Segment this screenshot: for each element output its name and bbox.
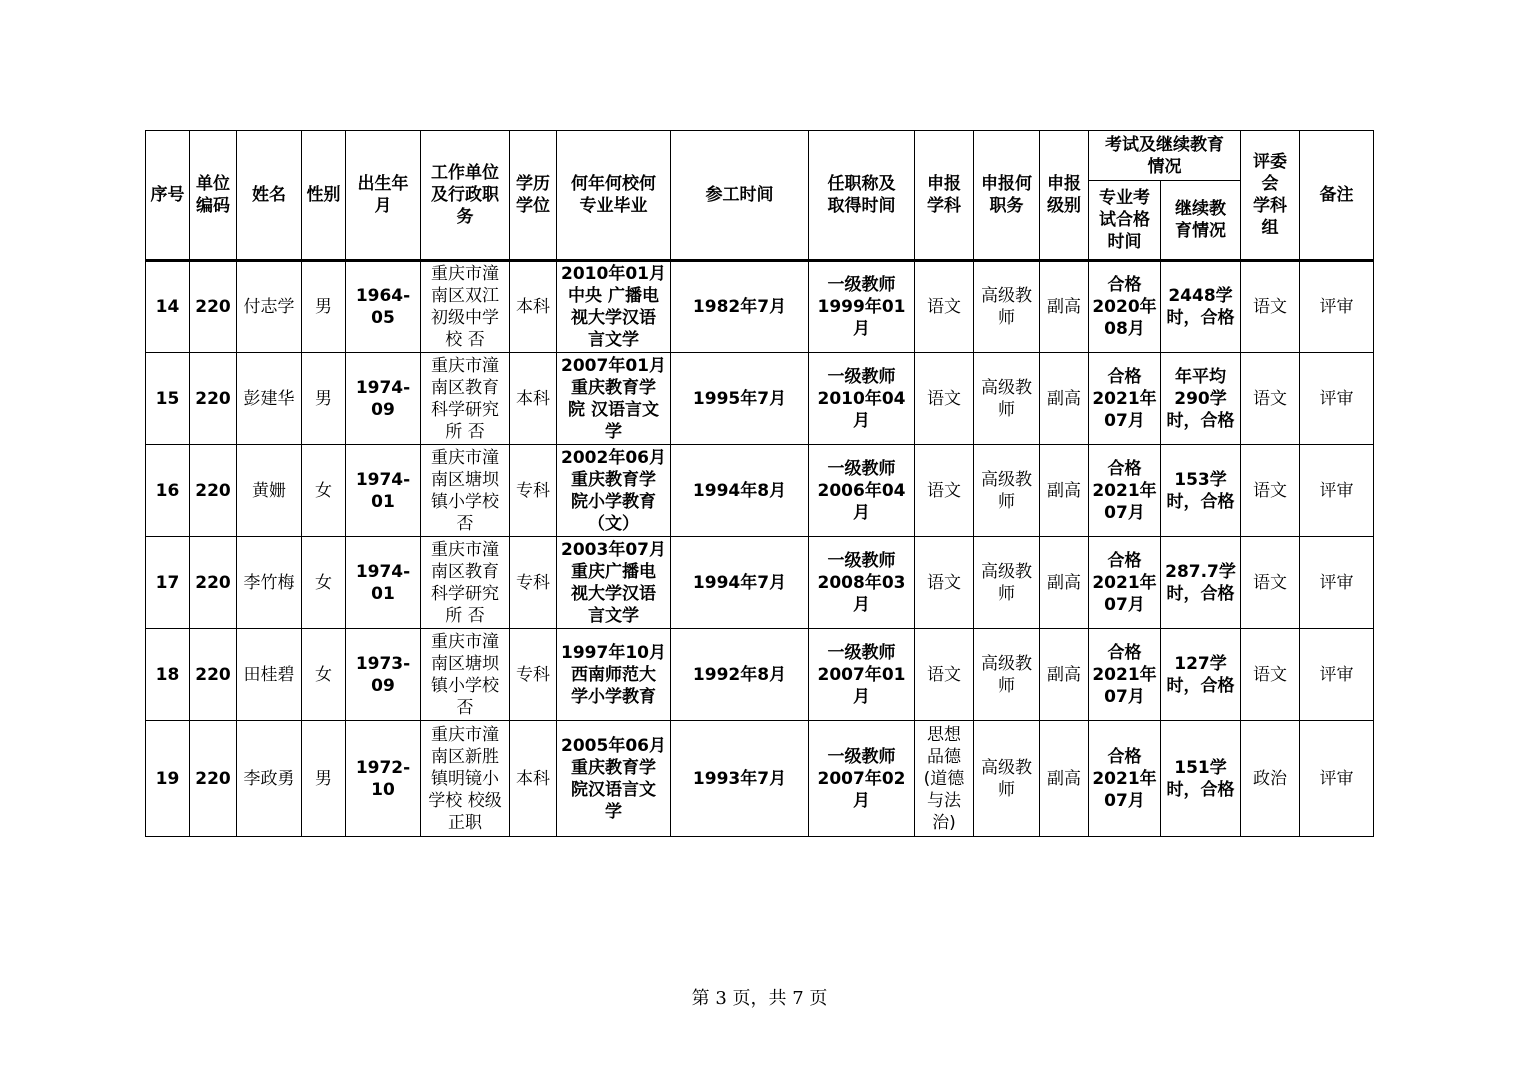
cell-exam-pass: 合格 2021年 07月 bbox=[1089, 537, 1161, 629]
cell-gender: 男 bbox=[302, 721, 346, 837]
header-remarks: 备注 bbox=[1300, 131, 1374, 261]
cell-exam-pass: 合格 2021年 07月 bbox=[1089, 445, 1161, 537]
cell-work-unit: 重庆市潼 南区教育 科学研究 所 否 bbox=[421, 353, 510, 445]
cell-education: 本科 bbox=[510, 353, 557, 445]
cell-birth: 1973- 09 bbox=[346, 629, 421, 721]
cell-level: 副高 bbox=[1040, 537, 1089, 629]
header-gender: 性别 bbox=[302, 131, 346, 261]
cell-seq: 18 bbox=[146, 629, 190, 721]
header-title-time: 任职称及 取得时间 bbox=[809, 131, 915, 261]
cell-work-start: 1993年7月 bbox=[671, 721, 809, 837]
cell-remarks: 评审 bbox=[1300, 537, 1374, 629]
cell-exam-pass: 合格 2020年 08月 bbox=[1089, 261, 1161, 353]
cell-work-start: 1995年7月 bbox=[671, 353, 809, 445]
cell-committee: 语文 bbox=[1241, 629, 1300, 721]
cell-continuing: 127学 时，合格 bbox=[1161, 629, 1241, 721]
header-work-unit: 工作单位 及行政职 务 bbox=[421, 131, 510, 261]
cell-title-time: 一级教师 2007年02 月 bbox=[809, 721, 915, 837]
cell-committee: 语文 bbox=[1241, 445, 1300, 537]
cell-subject: 语文 bbox=[915, 261, 974, 353]
cell-work-start: 1992年8月 bbox=[671, 629, 809, 721]
cell-remarks: 评审 bbox=[1300, 261, 1374, 353]
cell-name: 李竹梅 bbox=[237, 537, 302, 629]
table-body bbox=[146, 261, 1374, 837]
cell-continuing: 151学 时，合格 bbox=[1161, 721, 1241, 837]
cell-remarks: 评审 bbox=[1300, 353, 1374, 445]
cell-birth: 1974- 01 bbox=[346, 537, 421, 629]
header-exam-pass: 专业考 试合格 时间 bbox=[1089, 181, 1161, 261]
cell-birth: 1972- 10 bbox=[346, 721, 421, 837]
cell-seq: 14 bbox=[146, 261, 190, 353]
header-seq: 序号 bbox=[146, 131, 190, 261]
cell-subject: 语文 bbox=[915, 537, 974, 629]
cell-birth: 1974- 09 bbox=[346, 353, 421, 445]
cell-work-start: 1994年8月 bbox=[671, 445, 809, 537]
cell-position: 高级教 师 bbox=[974, 629, 1040, 721]
cell-position: 高级教 师 bbox=[974, 445, 1040, 537]
cell-education: 专科 bbox=[510, 537, 557, 629]
header-continuing: 继续教 育情况 bbox=[1161, 181, 1241, 261]
cell-education: 本科 bbox=[510, 261, 557, 353]
header-work-start: 参工时间 bbox=[671, 131, 809, 261]
cell-name: 付志学 bbox=[237, 261, 302, 353]
cell-gender: 女 bbox=[302, 445, 346, 537]
cell-remarks: 评审 bbox=[1300, 445, 1374, 537]
cell-seq: 16 bbox=[146, 445, 190, 537]
cell-title-time: 一级教师 2006年04 月 bbox=[809, 445, 915, 537]
table-row bbox=[146, 261, 1374, 353]
header-committee: 评委 会 学科 组 bbox=[1241, 131, 1300, 261]
header-graduation: 何年何校何 专业毕业 bbox=[557, 131, 671, 261]
cell-graduation: 2005年06月 重庆教育学 院汉语言文 学 bbox=[557, 721, 671, 837]
cell-education: 专科 bbox=[510, 629, 557, 721]
cell-level: 副高 bbox=[1040, 445, 1089, 537]
cell-subject: 语文 bbox=[915, 445, 974, 537]
cell-gender: 男 bbox=[302, 353, 346, 445]
cell-birth: 1964- 05 bbox=[346, 261, 421, 353]
header-exam-group: 考试及继续教育 情况 bbox=[1089, 131, 1241, 181]
header-education: 学历 学位 bbox=[510, 131, 557, 261]
page-number: 第 3 页，共 7 页 bbox=[691, 988, 828, 1009]
cell-graduation: 1997年10月 西南师范大 学小学教育 bbox=[557, 629, 671, 721]
cell-remarks: 评审 bbox=[1300, 721, 1374, 837]
cell-gender: 女 bbox=[302, 629, 346, 721]
cell-work-start: 1982年7月 bbox=[671, 261, 809, 353]
table-row bbox=[146, 629, 1374, 721]
cell-title-time: 一级教师 2008年03 月 bbox=[809, 537, 915, 629]
cell-unit-code: 220 bbox=[190, 629, 237, 721]
cell-seq: 15 bbox=[146, 353, 190, 445]
cell-seq: 17 bbox=[146, 537, 190, 629]
cell-remarks: 评审 bbox=[1300, 629, 1374, 721]
cell-exam-pass: 合格 2021年 07月 bbox=[1089, 353, 1161, 445]
cell-name: 田桂碧 bbox=[237, 629, 302, 721]
cell-graduation: 2003年07月 重庆广播电 视大学汉语 言文学 bbox=[557, 537, 671, 629]
cell-subject: 思想 品德 (道德 与法 治) bbox=[915, 721, 974, 837]
cell-name: 彭建华 bbox=[237, 353, 302, 445]
cell-seq: 19 bbox=[146, 721, 190, 837]
cell-work-unit: 重庆市潼 南区新胜 镇明镜小 学校 校级 正职 bbox=[421, 721, 510, 837]
cell-work-start: 1994年7月 bbox=[671, 537, 809, 629]
cell-gender: 女 bbox=[302, 537, 346, 629]
cell-level: 副高 bbox=[1040, 629, 1089, 721]
cell-continuing: 2448学 时，合格 bbox=[1161, 261, 1241, 353]
table-row bbox=[146, 353, 1374, 445]
cell-unit-code: 220 bbox=[190, 537, 237, 629]
table-header bbox=[146, 131, 1374, 261]
header-position: 申报何 职务 bbox=[974, 131, 1040, 261]
cell-education: 本科 bbox=[510, 721, 557, 837]
cell-education: 专科 bbox=[510, 445, 557, 537]
cell-graduation: 2010年01月 中央 广播电 视大学汉语 言文学 bbox=[557, 261, 671, 353]
cell-exam-pass: 合格 2021年 07月 bbox=[1089, 721, 1161, 837]
cell-subject: 语文 bbox=[915, 629, 974, 721]
cell-work-unit: 重庆市潼 南区塘坝 镇小学校 否 bbox=[421, 629, 510, 721]
cell-name: 李政勇 bbox=[237, 721, 302, 837]
table-row bbox=[146, 537, 1374, 629]
cell-birth: 1974- 01 bbox=[346, 445, 421, 537]
cell-name: 黄姗 bbox=[237, 445, 302, 537]
cell-committee: 政治 bbox=[1241, 721, 1300, 837]
cell-subject: 语文 bbox=[915, 353, 974, 445]
cell-committee: 语文 bbox=[1241, 353, 1300, 445]
cell-unit-code: 220 bbox=[190, 261, 237, 353]
cell-gender: 男 bbox=[302, 261, 346, 353]
cell-position: 高级教 师 bbox=[974, 353, 1040, 445]
cell-title-time: 一级教师 2010年04 月 bbox=[809, 353, 915, 445]
header-level: 申报 级别 bbox=[1040, 131, 1089, 261]
cell-title-time: 一级教师 1999年01 月 bbox=[809, 261, 915, 353]
cell-unit-code: 220 bbox=[190, 353, 237, 445]
table-row bbox=[146, 445, 1374, 537]
cell-committee: 语文 bbox=[1241, 537, 1300, 629]
cell-unit-code: 220 bbox=[190, 445, 237, 537]
cell-unit-code: 220 bbox=[190, 721, 237, 837]
cell-level: 副高 bbox=[1040, 261, 1089, 353]
cell-continuing: 153学 时，合格 bbox=[1161, 445, 1241, 537]
cell-continuing: 年平均 290学 时，合格 bbox=[1161, 353, 1241, 445]
cell-graduation: 2007年01月 重庆教育学 院 汉语言文 学 bbox=[557, 353, 671, 445]
cell-position: 高级教 师 bbox=[974, 721, 1040, 837]
table-row bbox=[146, 721, 1374, 837]
cell-exam-pass: 合格 2021年 07月 bbox=[1089, 629, 1161, 721]
cell-work-unit: 重庆市潼 南区教育 科学研究 所 否 bbox=[421, 537, 510, 629]
cell-title-time: 一级教师 2007年01 月 bbox=[809, 629, 915, 721]
header-unit-code: 单位 编码 bbox=[190, 131, 237, 261]
cell-position: 高级教 师 bbox=[974, 537, 1040, 629]
cell-work-unit: 重庆市潼 南区双江 初级中学 校 否 bbox=[421, 261, 510, 353]
roster-table bbox=[145, 130, 1374, 837]
header-name: 姓名 bbox=[237, 131, 302, 261]
cell-level: 副高 bbox=[1040, 721, 1089, 837]
cell-position: 高级教 师 bbox=[974, 261, 1040, 353]
cell-graduation: 2002年06月 重庆教育学 院小学教育 （文） bbox=[557, 445, 671, 537]
cell-work-unit: 重庆市潼 南区塘坝 镇小学校 否 bbox=[421, 445, 510, 537]
cell-continuing: 287.7学 时，合格 bbox=[1161, 537, 1241, 629]
header-birth: 出生年 月 bbox=[346, 131, 421, 261]
cell-committee: 语文 bbox=[1241, 261, 1300, 353]
header-subject: 申报 学科 bbox=[915, 131, 974, 261]
cell-level: 副高 bbox=[1040, 353, 1089, 445]
